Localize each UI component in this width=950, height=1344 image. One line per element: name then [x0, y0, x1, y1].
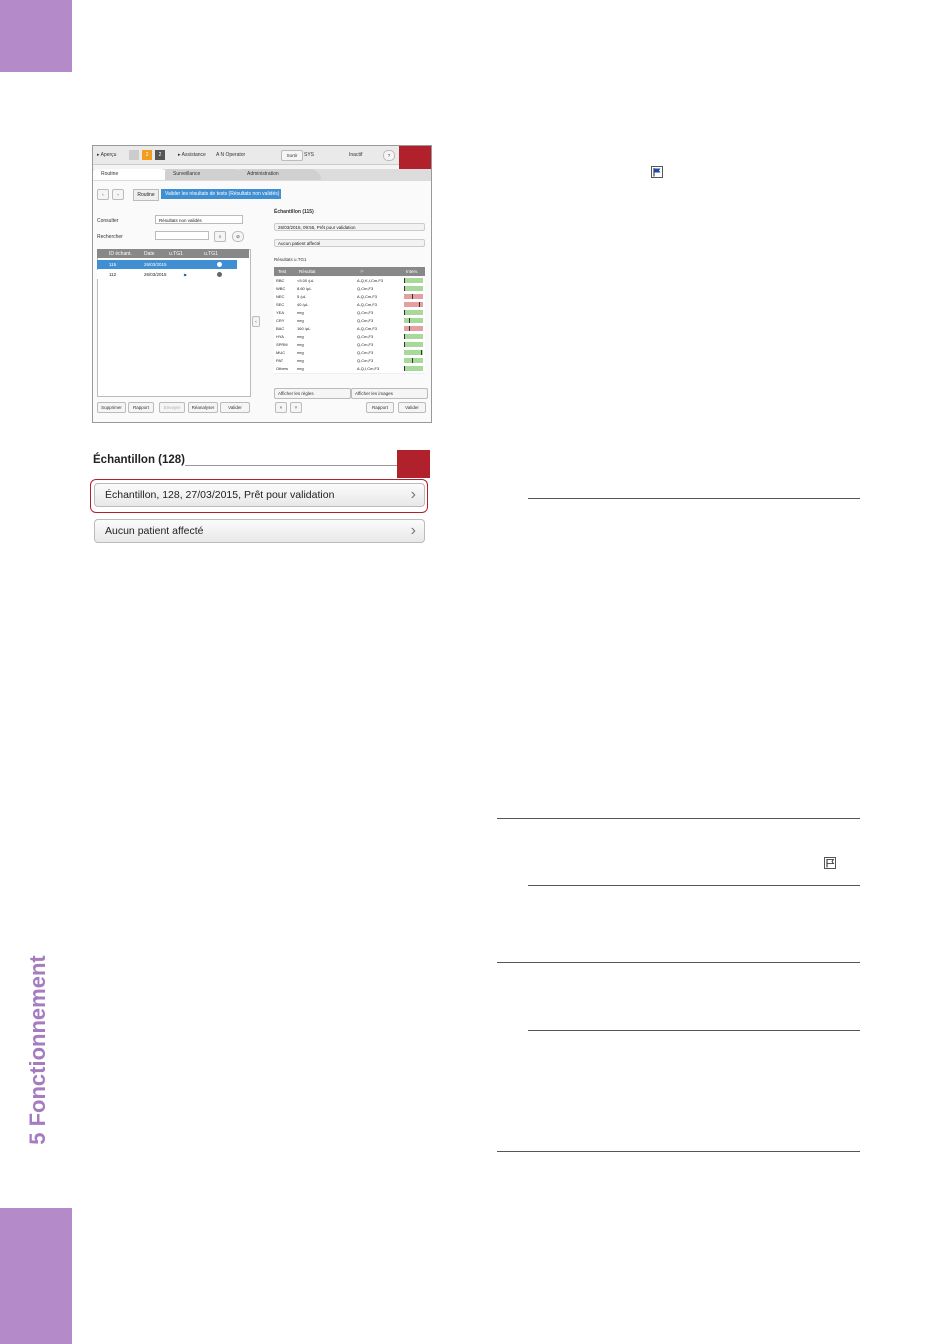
cell-test: YEA	[276, 310, 285, 315]
cell-result: 5 /µL	[297, 294, 306, 299]
range-marker	[404, 286, 405, 291]
cell-result: 40 /µL	[297, 302, 309, 307]
patient-bar[interactable]: Aucun patient affecté	[274, 239, 425, 247]
results-header: Test Résultat ⚐ Interv.	[274, 267, 425, 276]
show-rules-button[interactable]: Afficher les règles	[274, 388, 351, 399]
apercu-link[interactable]: ▸ Aperçu	[97, 152, 117, 158]
collapse-handle[interactable]: ‹	[252, 316, 260, 327]
range-gauge	[404, 286, 423, 291]
range-gauge	[404, 358, 423, 363]
rule	[528, 885, 860, 886]
up-button[interactable]: ˄	[275, 402, 287, 413]
cell-flags: A,Q,Cm,F3	[357, 294, 378, 299]
tab-surveillance[interactable]: Surveillance	[165, 169, 245, 180]
range-marker	[412, 358, 413, 363]
envoyer-button[interactable]: Envoyer	[159, 402, 185, 413]
rule	[528, 498, 860, 499]
cell-test: BAC	[276, 326, 285, 331]
cell-result: neg	[297, 358, 304, 363]
cell-test: PAT	[276, 358, 284, 363]
forward-button[interactable]: ›	[112, 189, 124, 200]
cell-flags: A,Q,Cm,F3	[357, 326, 378, 331]
chapter-tab-bottom	[0, 1208, 72, 1344]
range-marker	[419, 302, 420, 307]
cell-result: <5.00 /µL	[297, 278, 314, 283]
range-gauge	[404, 326, 423, 331]
cell-result: 160 /µL	[297, 326, 311, 331]
range-marker	[421, 350, 422, 355]
rule	[497, 962, 860, 963]
back-button[interactable]: ‹	[97, 189, 109, 200]
range-marker	[404, 310, 405, 315]
cell-result: neg	[297, 334, 304, 339]
down-button[interactable]: ˅	[290, 402, 302, 413]
valider-button-left[interactable]: Valider	[220, 402, 250, 413]
consulter-label: Consulter	[97, 218, 119, 224]
operator-name: A N Operator	[216, 152, 246, 158]
rule	[528, 1030, 860, 1031]
cell-test: WBC	[276, 286, 286, 291]
report-button-right[interactable]: Rapport	[366, 402, 394, 413]
range-marker	[404, 278, 405, 283]
search-icon[interactable]: ⌕	[214, 231, 226, 242]
sys-label: SYS	[304, 152, 315, 158]
rechercher-label: Rechercher	[97, 234, 123, 240]
range-marker	[404, 342, 405, 347]
help-button[interactable]: ?	[383, 150, 395, 161]
cell-test: CRY	[276, 318, 285, 323]
col-date[interactable]: Date	[144, 251, 155, 257]
range-gauge	[404, 310, 423, 315]
clear-icon[interactable]: ⊘	[232, 231, 244, 242]
cell-flags: Q,Cm,F3	[357, 286, 374, 291]
cell-flags: Q,Cm,F3	[357, 342, 374, 347]
cell-flags: Q,Cm,F3	[357, 358, 374, 363]
chevron-right-icon: ›	[410, 486, 416, 503]
cell-test: RBC	[276, 278, 285, 283]
chevron-right-icon: ›	[410, 522, 416, 539]
cell-result: 8.60 /µL	[297, 286, 312, 291]
flag-outline-icon	[824, 857, 836, 869]
sortir-button[interactable]: Sortir	[281, 150, 303, 161]
range-marker	[409, 318, 410, 323]
sample-heading: Échantillon (128)	[93, 454, 186, 466]
rule	[497, 818, 860, 819]
cell-test: HYA	[276, 334, 284, 339]
range-gauge	[404, 302, 423, 307]
cell-test: NEC	[276, 294, 285, 299]
cell-result: neg	[297, 342, 304, 347]
assistance-link[interactable]: ▸ Assistance	[178, 152, 206, 158]
patient-bar-zoom[interactable]: Aucun patient affecté ›	[94, 519, 425, 543]
range-gauge	[404, 366, 423, 371]
sample-bar[interactable]: Échantillon, 128, 27/03/2015, Prêt pour validation ›	[94, 483, 425, 507]
cell-flags: Q,Cm,F3	[357, 310, 374, 315]
range-marker	[412, 294, 413, 299]
heading-rule	[185, 465, 397, 466]
cell-test: Others	[276, 366, 289, 371]
sample-title: Échantillon (115)	[274, 209, 314, 215]
sample-status-bar[interactable]: 26/03/2015, 09:55, Prêt pour validation	[274, 223, 425, 231]
cell-result: neg	[297, 366, 304, 371]
table-row[interactable]: 115 26/03/2015	[97, 260, 237, 269]
search-input[interactable]	[155, 231, 209, 240]
col-id[interactable]: ID échant.	[109, 251, 132, 257]
cell-test: SEC	[276, 302, 285, 307]
rapport-button[interactable]: Rapport	[128, 402, 154, 413]
range-marker	[404, 366, 405, 371]
callout-marker	[397, 450, 430, 478]
range-gauge	[404, 318, 423, 323]
col-tg1-status[interactable]: u.TG1	[204, 251, 218, 257]
range-gauge	[404, 294, 423, 299]
tab-routine[interactable]: Routine	[93, 169, 171, 180]
range-marker	[409, 326, 410, 331]
badge-orange[interactable]: 2	[142, 150, 152, 160]
software-screenshot	[92, 145, 432, 423]
reanalyser-button[interactable]: Réanalyser	[188, 402, 218, 413]
show-images-button[interactable]: Afficher les images	[351, 388, 428, 399]
cell-flags: Q,Cm,F3	[357, 350, 374, 355]
supprimer-button[interactable]: Supprimer	[97, 402, 126, 413]
cell-flags: A,Q,Cm,F3	[357, 302, 378, 307]
status-text: Inactif	[349, 152, 363, 158]
range-gauge	[404, 350, 423, 355]
cell-test: MUC	[276, 350, 286, 355]
chapter-tab-top	[0, 0, 72, 72]
range-gauge	[404, 278, 423, 283]
breadcrumb-current: Valider les résultats de tests (Résultats non validés)	[161, 189, 281, 199]
cell-flags: A,Q,I,Cm,F3	[357, 366, 380, 371]
table-row[interactable]: 112 26/03/2015 ⚑	[97, 270, 237, 279]
range-marker	[404, 334, 405, 339]
range-gauge	[404, 342, 423, 347]
badge-dark[interactable]: 2	[155, 150, 165, 160]
valider-button-right[interactable]: Valider	[398, 402, 426, 413]
cell-result: neg	[297, 318, 304, 323]
rule	[497, 1151, 860, 1152]
col-tg1-flag[interactable]: u.TG1	[169, 251, 183, 257]
cell-flags: Q,Cm,F3	[357, 334, 374, 339]
chapter-label: 5 Fonctionnement	[25, 955, 50, 1145]
blue-flag-icon	[651, 166, 663, 178]
range-gauge	[404, 334, 423, 339]
cell-flags: A,Q,K,I,Cm,F3	[357, 278, 384, 283]
table-row[interactable]	[274, 365, 425, 374]
cell-flags: Q,Cm,F3	[357, 318, 374, 323]
tab-administration[interactable]: Administration	[239, 169, 321, 180]
consulter-select[interactable]: Résultats non validés	[155, 215, 243, 224]
breadcrumb-root[interactable]: Routine	[133, 189, 159, 201]
cell-result: neg	[297, 350, 304, 355]
results-label: Résultats u.TG1	[274, 257, 307, 262]
cell-result: neg	[297, 310, 304, 315]
status-box	[129, 150, 139, 160]
cell-test: SPRM	[276, 342, 288, 347]
